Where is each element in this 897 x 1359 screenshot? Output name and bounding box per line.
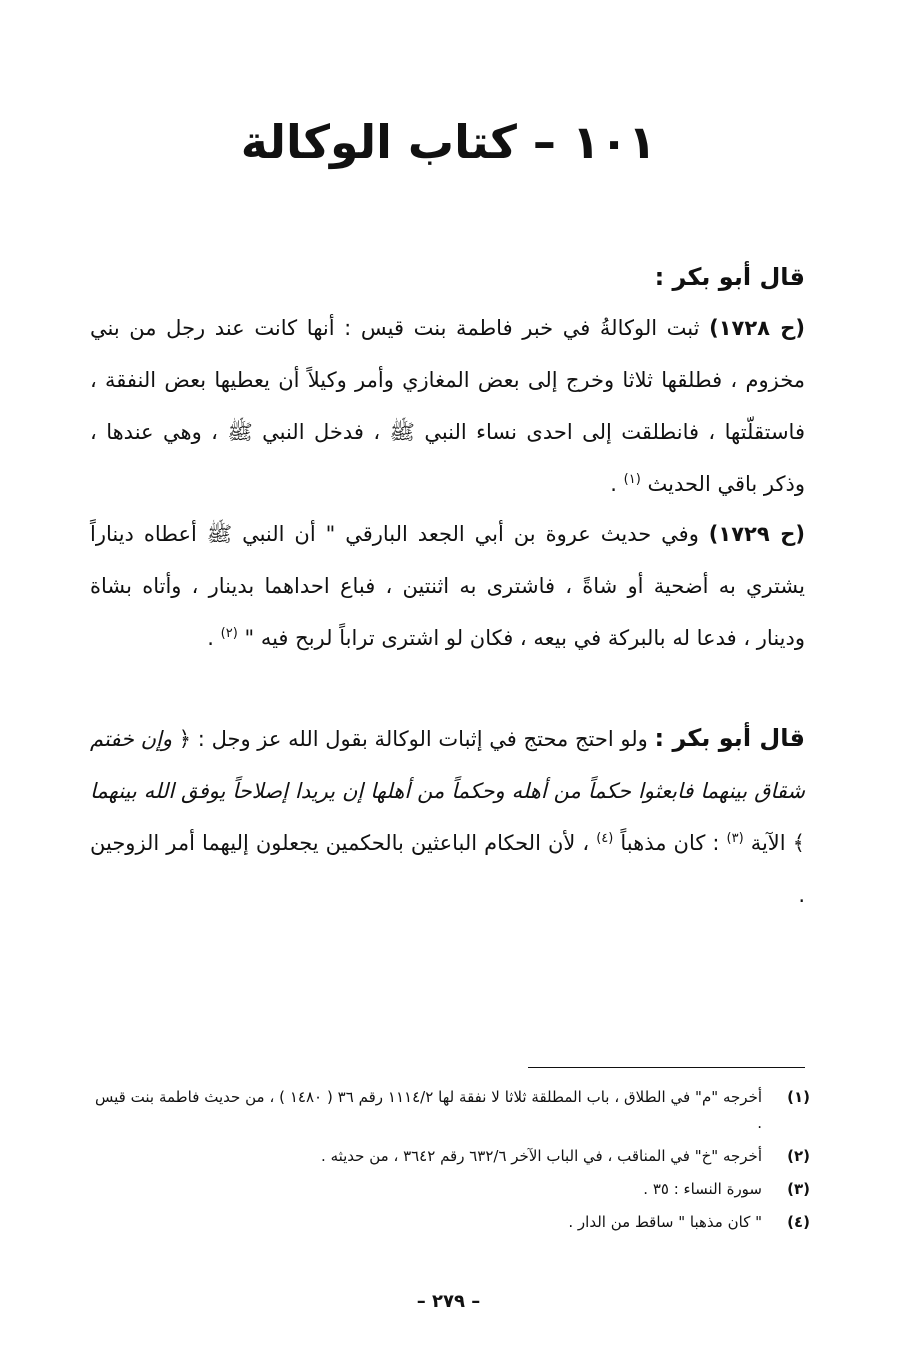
footnote-item — [95, 1176, 810, 1202]
footnote-mark: (١) — [623, 472, 641, 487]
speaker-label: قال أبو بكر : — [654, 724, 805, 752]
hadith-ref: (ح ١٧٢٩) — [708, 522, 805, 546]
hadith-end: . — [610, 472, 617, 496]
commentary-text: : كان مذهباً — [620, 831, 720, 855]
footnote-number: (٢) — [787, 1147, 810, 1165]
footnotes — [95, 1084, 810, 1242]
chapter-title: ١٠١ – كتاب الوكالة — [240, 115, 657, 169]
footnote-mark: (٢) — [220, 626, 238, 641]
hadith-1729 — [90, 508, 805, 664]
footnote-text: " كان مذهبا " ساقط من الدار . — [568, 1213, 762, 1231]
page-number: – ٢٧٩ – — [416, 1291, 481, 1312]
footnote-number: (١) — [787, 1088, 810, 1106]
footnote-item — [95, 1084, 810, 1136]
intro-speaker-block — [90, 251, 805, 304]
commentary-paragraph — [90, 712, 805, 921]
hadith-ref: (ح ١٧٢٨) — [709, 316, 805, 340]
footnote-item — [95, 1143, 810, 1169]
commentary-text: ولو احتج محتج في إثبات الوكالة بقول الله عز وجل : — [197, 727, 648, 751]
footnote-item — [95, 1209, 810, 1235]
verse-note: الآية — [750, 831, 786, 855]
footnote-text: أخرجه "خ" في المناقب ، في الباب الآخر ٦٣٢/٦ رقم ٣٦٤٢ ، من حديثه . — [321, 1147, 762, 1165]
quran-bracket-open: ﴿ — [178, 727, 192, 751]
footnote-text: سورة النساء : ٣٥ . — [643, 1180, 762, 1198]
quran-bracket-close: ﴾ — [792, 831, 805, 855]
footnote-text: أخرجه "م" في الطلاق ، باب المطلقة ثلاثا لا نفقة لها ١١١٤/٢ رقم ٣٦ ( ١٤٨٠ ) ، من حديث فاطمة بنت قيس . — [95, 1088, 763, 1132]
speaker-label: قال أبو بكر : — [654, 263, 805, 291]
footnote-mark: (٤) — [596, 831, 614, 846]
commentary-text: ، لأن الحكام الباعثين بالحكمين يجعلون إليهما أمر الزوجين . — [90, 831, 805, 907]
footnote-mark: (٣) — [726, 831, 744, 846]
hadith-text: ثبت الوكالةُ في خبر فاطمة بنت قيس : أنها كانت عند رجل من بني مخزوم ، فطلقها ثلاثا وخرج إلى بعض المغازي وأمر وكيلاً أن يعطيها بعض النفقة ، فاستقلّتها ، فانطلقت إلى احدى نساء النبي ﷺ ، فدخل النبي ﷺ ، وهي عندها ، وذكر باقي الحديث — [90, 316, 805, 496]
hadith-1728 — [90, 302, 805, 510]
hadith-end: . — [207, 626, 214, 650]
footnote-separator — [528, 1067, 805, 1068]
hadith-text: وفي حديث عروة بن أبي الجعد البارقي " أن النبي ﷺ أعطاه ديناراً يشتري به أضحية أو شاةً ، فاشترى به اثنتين ، فباع احداهما بدينار ، وأتاه بشاة ودينار ، فدعا له بالبركة في بيعه ، فكان لو اشترى تراباً لربح فيه " — [90, 522, 805, 650]
quran-verse: وإن خفتم شقاق بينهما فابعثوا حكماً من أهله وحكماً من أهلها إن يريدا إصلاحاً يوفق الله بينهما — [90, 727, 805, 803]
footnote-number: (٣) — [787, 1180, 810, 1198]
footnote-number: (٤) — [787, 1213, 810, 1231]
